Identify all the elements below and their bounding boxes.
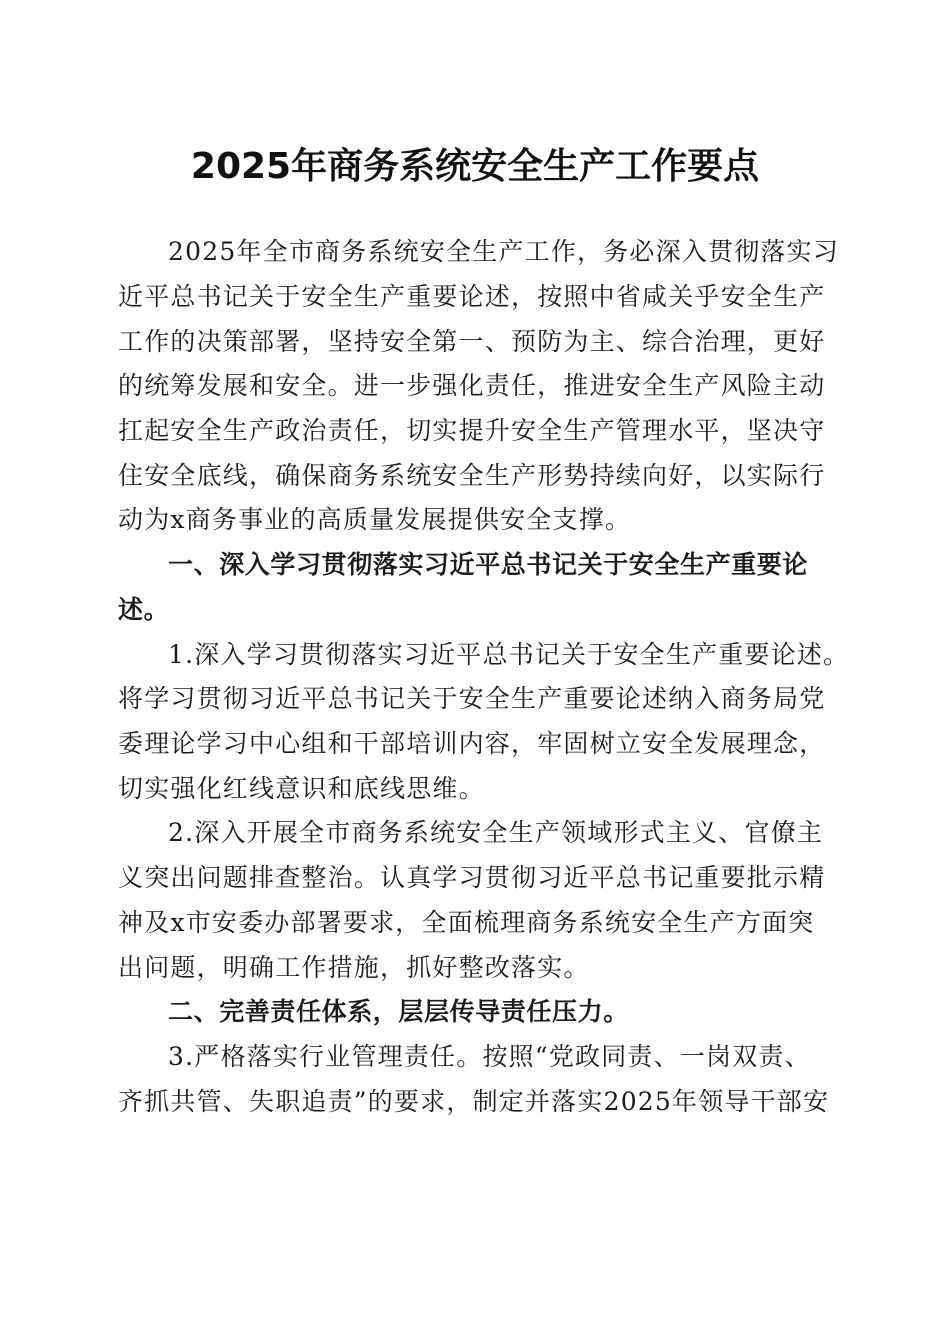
item-1-line: 1.深入学习贯彻落实习近平总书记关于安全生产重要论述。 xyxy=(168,640,850,669)
intro-line: 的统筹发展和安全。进一步强化责任，推进安全生产风险主动 xyxy=(118,371,826,400)
intro-line: 工作的决策部署，坚持安全第一、预防为主、综合治理，更好 xyxy=(118,327,826,356)
section-heading-1-cont: 述。 xyxy=(118,595,170,624)
intro-line: 扛起安全生产政治责任，切实提升安全生产管理水平，坚决守 xyxy=(118,416,826,445)
item-2-line: 出问题，明确工作措施，抓好整改落实。 xyxy=(118,953,590,982)
item-2-line: 神及x市安委办部署要求，全面梳理商务系统安全生产方面突 xyxy=(118,908,815,937)
item-2-line: 2.深入开展全市商务系统安全生产领域形式主义、官僚主 xyxy=(168,818,824,847)
intro-line: 2025年全市商务系统安全生产工作，务必深入贯彻落实习 xyxy=(168,237,840,266)
intro-line: 近平总书记关于安全生产重要论述，按照中省咸关乎安全生产 xyxy=(118,282,826,311)
item-1-line: 将学习贯彻习近平总书记关于安全生产重要论述纳入商务局党 xyxy=(118,684,826,713)
item-3-line: 齐抓共管、失职追责”的要求，制定并落实2025年领导干部安 xyxy=(118,1087,830,1116)
document-title: 2025年商务系统安全生产工作要点 xyxy=(190,146,760,187)
item-3-line: 3.严格落实行业管理责任。按照“党政同责、一岗双责、 xyxy=(168,1042,811,1071)
intro-line: 动为x商务事业的高质量发展提供安全支撑。 xyxy=(118,505,632,534)
section-heading-1: 一、深入学习贯彻落实习近平总书记关于安全生产重要论 xyxy=(168,550,809,579)
item-1-line: 切实强化红线意识和底线思维。 xyxy=(118,774,485,803)
section-heading-2: 二、完善责任体系，层层传导责任压力。 xyxy=(168,997,629,1026)
intro-line: 住安全底线，确保商务系统安全生产形势持续向好，以实际行 xyxy=(118,461,826,490)
item-2-line: 义突出问题排查整治。认真学习贯彻习近平总书记重要批示精 xyxy=(118,863,826,892)
item-1-line: 委理论学习中心组和干部培训内容，牢固树立安全发展理念， xyxy=(118,729,826,758)
